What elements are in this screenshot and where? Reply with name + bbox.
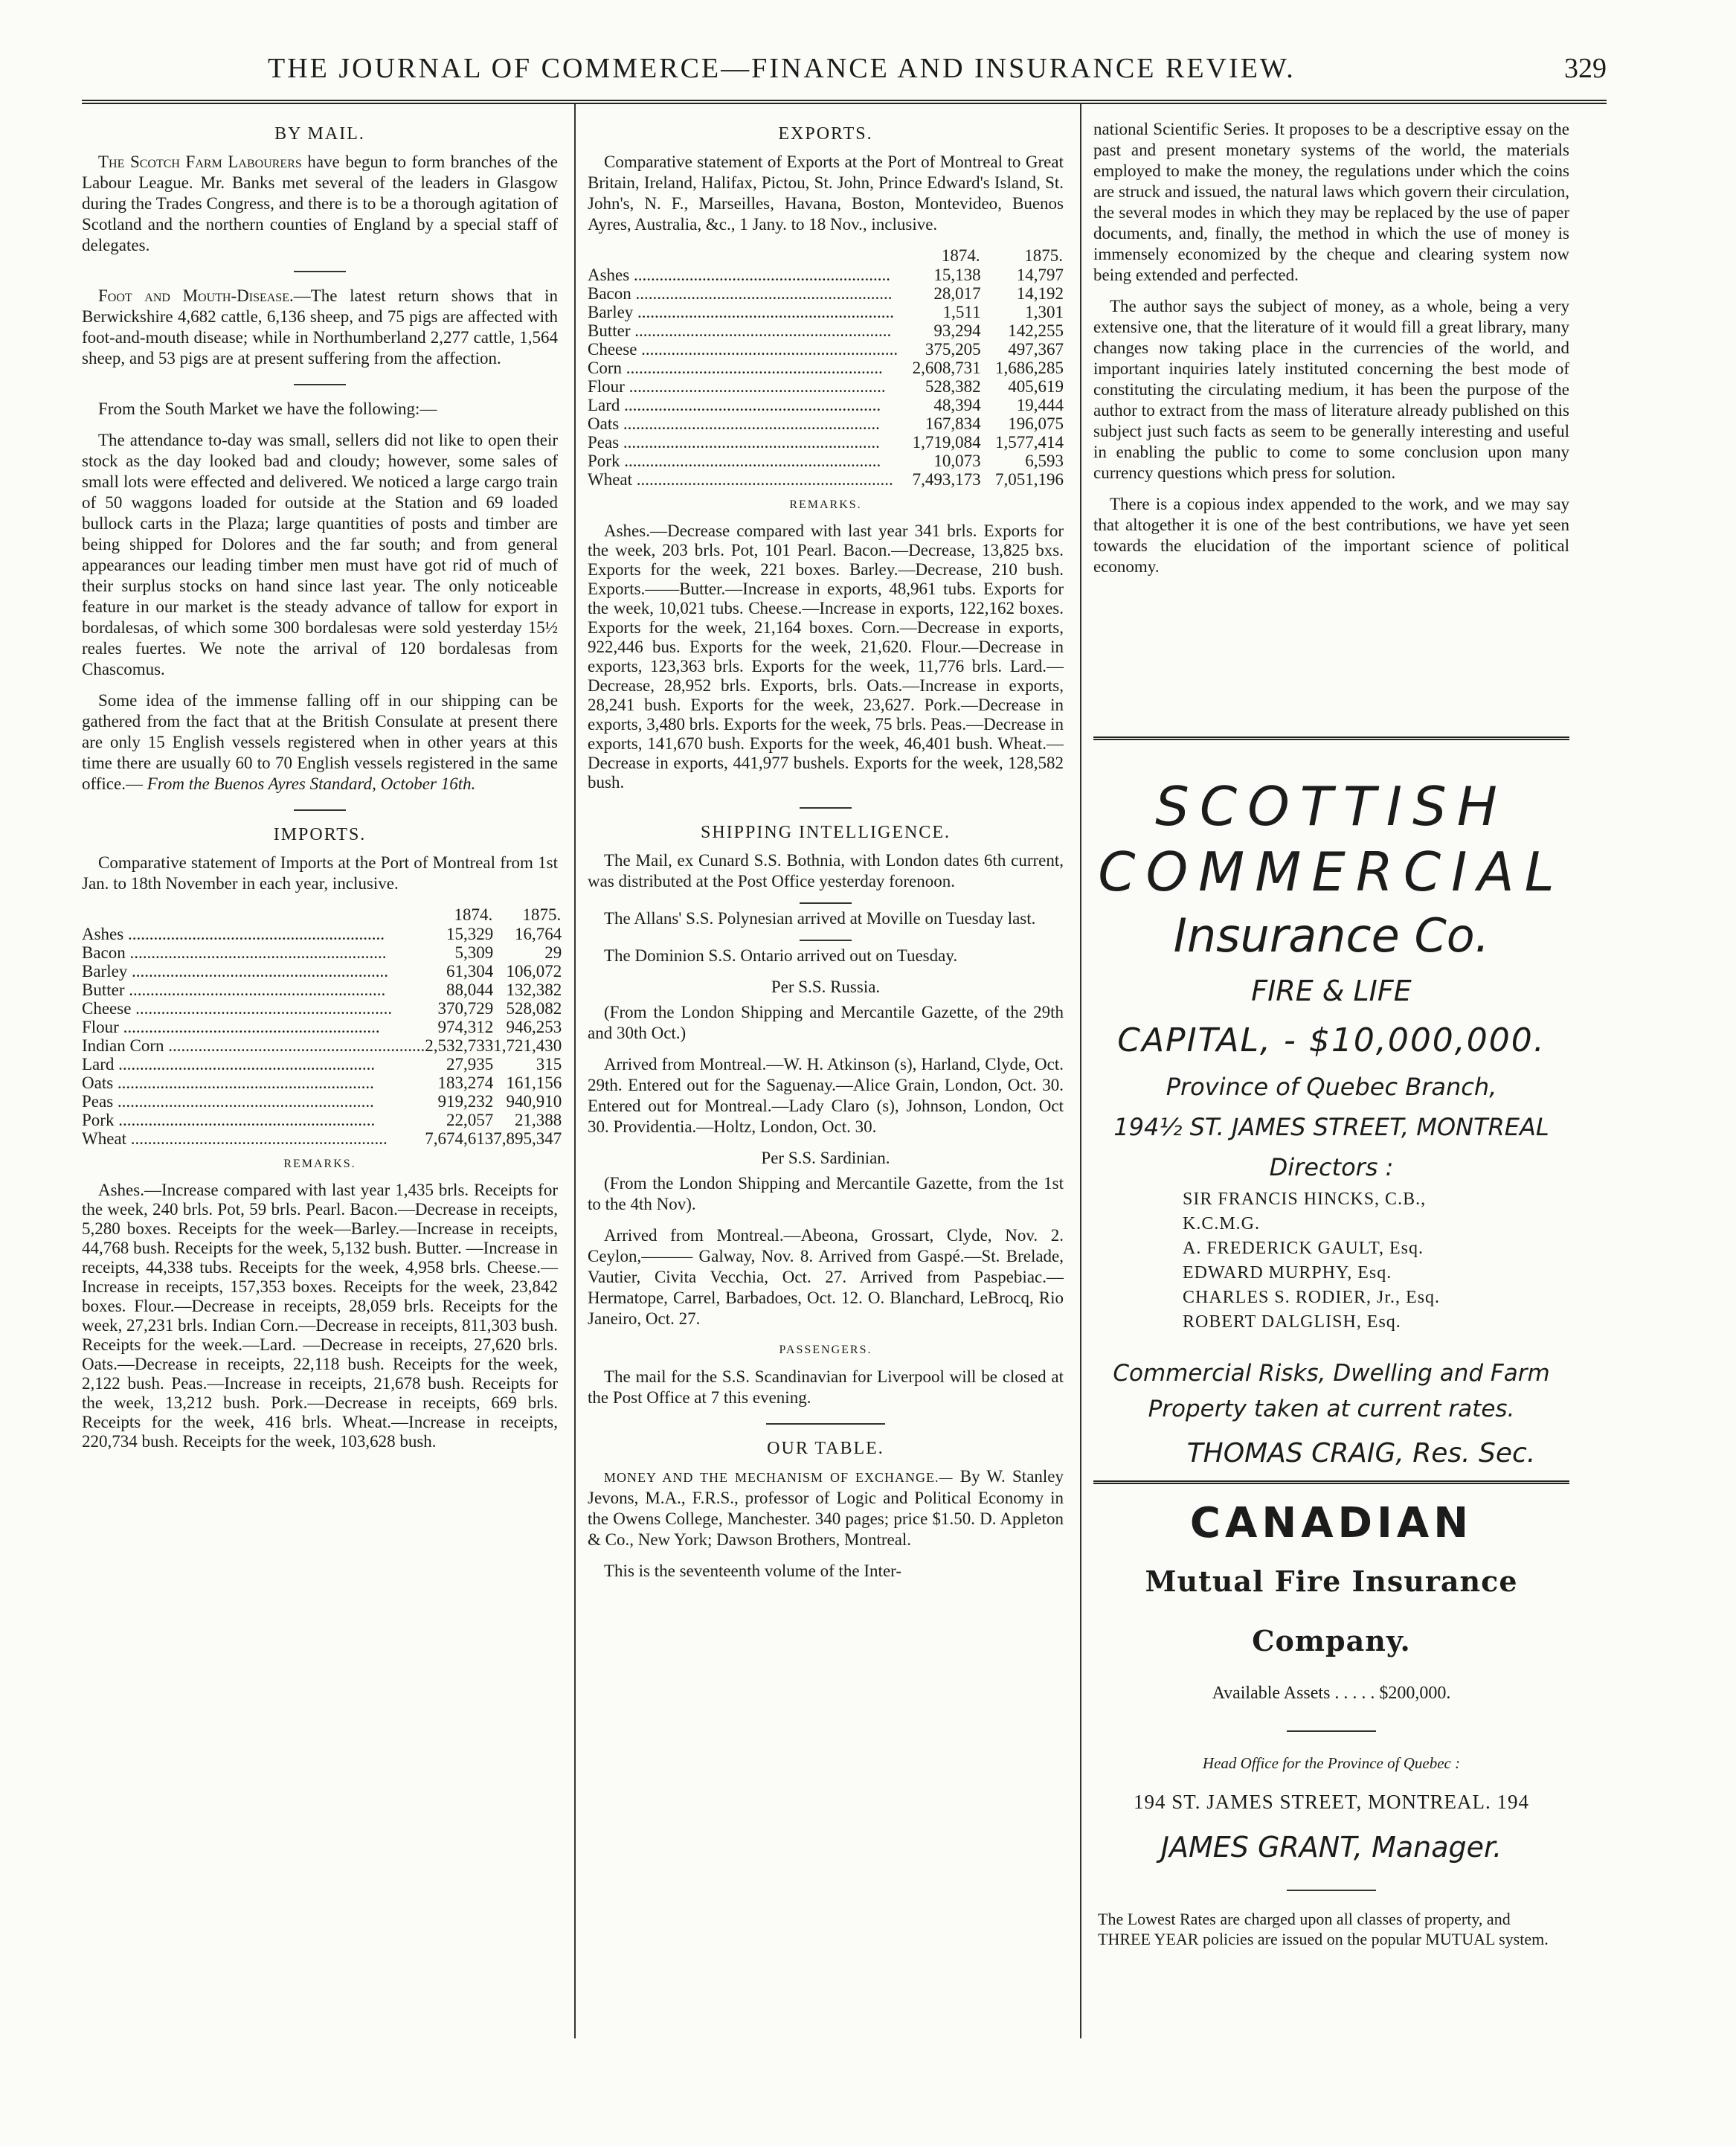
exports-table-row: [588, 396, 1064, 414]
separator: [766, 1423, 885, 1425]
exports-table-row: [588, 414, 1064, 433]
exports-table-value-1874: 48,394: [933, 396, 981, 414]
imports-table-value-1874: 61,304: [446, 962, 494, 981]
imports-heading: IMPORTS.: [273, 825, 367, 844]
imports-table-commodity: Barley ............................................................: [82, 962, 389, 981]
ad-capital: CAPITAL, - $10,000,000.: [1117, 1021, 1546, 1059]
book-review-intro: MONEY AND THE MECHANISM OF EXCHANGE.— By W. Stanley Jevons, M.A., F.R.S., professor of Logic and Political Economy in the Owens College, Manchester. 340 pages; price $1.50. D. Appleton & Co., New York; Dawson Brothers, Montreal.: [588, 1467, 1064, 1549]
review-paragraph-3: There is a copious index appended to the work, and we may say that altogether it is one of the best contributions, we have yet seen towards the elucidation of the important science of political economy.: [1093, 495, 1569, 576]
imports-table-commodity: Pork ............................................................: [82, 1111, 376, 1129]
imports-remarks-label: REMARKS.: [283, 1158, 356, 1170]
ad-director: SIR FRANCIS HINCKS, C.B., K.C.M.G.: [1183, 1190, 1427, 1233]
passengers-label: PASSENGERS.: [779, 1344, 872, 1356]
ad-secretary: THOMAS CRAIG, Res. Sec.: [1186, 1438, 1536, 1469]
separator: [294, 809, 346, 811]
review-paragraph-2: The author says the subject of money, as a whole, being a very extensive one, that the literature of it would fill a great library, many changes now taking place in the currencies of the world, and important inquiries lately instituted concerning the best mode of constituting the circulating medium, it has been the purpose of the author to extract from the mass of literature already published on this subject just such facts as seem to be generally interesting and useful in enabling the public to come to some conclusion upon many currency questions which press for solution.: [1093, 297, 1569, 482]
imports-table-commodity: Oats ............................................................: [82, 1074, 374, 1092]
ad-risks-line2: Property taken at current rates.: [1148, 1396, 1515, 1422]
sardinian-text: Arrived from Montreal.—Abeona, Grossart, Clyde, Nov. 2. Ceylon,——— Galway, Nov. 8. Arrived from Gaspé.—St. Brelade, Vautier, Civita Vecchia, Oct. 27. Arrived from Paspebiac.—Hermatope, Carrel, Barbadoes, Oct. 12. O. Blanchard, LeBrocq, Rio Janeiro, Oct. 27.: [588, 1226, 1064, 1328]
exports-remarks: Ashes.—Decrease compared with last year 341 brls. Exports for the week, 203 brls. Pot, 101 Pearl. Bacon.—Decrease, 13,825 bxs. Exports for the week, 221 boxes. Barley.—Decrease, 210 bush. Exports.——Butter.—Increase in exports, 48,961 tubs. Exports for the week, 10,021 tubs. Cheese.—Increase in exports, 122,162 boxes. Exports for the week, 21,164 boxes. Corn.—Decrease in exports, 922,446 bus. Exports for the week, 21,620. Flour.—Decrease in exports, 123,363 brls. Exports for the week, 11,776 brls. Lard.—Decrease, 28,952 brls. Exports, brls. Oats.—Increase in exports, 28,241 bush. Exports for the week, 23,627. Pork.—Decrease in exports, 3,480 brls. Exports for the week, 75 brls. Peas.—Decrease in exports, 141,670 bush. Exports for the week, 46,401 bush. Wheat.—Decrease in exports, 441,977 bushels. Exports for the week, 128,582 bush.: [588, 521, 1064, 792]
exports-table-value-1874: 10,073: [933, 452, 981, 470]
scottish-commercial-ad: [1093, 774, 1569, 1480]
exports-table-commodity: Bacon ............................................................: [588, 284, 893, 303]
imports-table-row: [82, 1036, 562, 1055]
exports-table-row: [588, 433, 1064, 452]
imports-table-value-1875: 161,156: [506, 1074, 562, 1092]
book-review-cont: This is the seventeenth volume of the Inter-: [604, 1562, 902, 1580]
imports-table-value-1874: 919,232: [437, 1092, 494, 1111]
exports-table-row: [588, 284, 1064, 303]
exports-table-commodity: Flour ............................................................: [588, 377, 886, 396]
exports-table-value-1875: 1,301: [1025, 303, 1064, 321]
ad-address: 194½ ST. JAMES STREET, MONTREAL: [1113, 1113, 1549, 1141]
ad-director: CHARLES S. RODIER, Jr., Esq.: [1183, 1288, 1441, 1307]
exports-table-row: [588, 340, 1064, 359]
imports-remarks: Ashes.—Increase compared with last year 1,435 brls. Receipts for the week, 240 brls. Pot, 59 brls. Pearl. Bacon.—Decrease in receipts, 5,280 boxes. Receipts for the week—Barley.—Increase in receipts, 44,768 bush. Receipts for the week, 5,132 bush. Butter. —Increase in receipts, 44,338 tubs. Receipts for the week, 4,958 brls. Cheese.—Increase in receipts, 157,353 boxes. Receipts for the week, 23,842 boxes. Flour.—Decrease in receipts, 28,059 brls. Receipts for the week, 27,231 brls. Indian Corn.—Decrease in receipts, 811,303 bush. Receipts for the week.—Lard. —Decrease in receipts, 27,620 brls. Oats.—Decrease in receipts, 22,118 bush. Receipts for the week, 2,122 bush. Peas.—Increase in receipts, 21,678 bush. Receipts for the week, 13,212 bush. Pork.—Decrease in receipts, 669 brls. Receipts for the week, 416 brls. Wheat.—Increase in receipts, 220,734 bush. Receipts for the week, 103,628 bush.: [82, 1181, 558, 1451]
journal-title: THE JOURNAL OF COMMERCE—FINANCE AND INSURANCE REVIEW.: [268, 53, 1296, 84]
ad-directors-label: Directors :: [1269, 1153, 1394, 1181]
exports-table-value-1874: 93,294: [933, 321, 981, 340]
imports-table-value-1875: 315: [536, 1055, 562, 1074]
separator: [1287, 1890, 1376, 1891]
exports-table-commodity: Wheat ............................................................: [588, 470, 893, 489]
separator: [800, 902, 852, 904]
imports-table-value-1874: 22,057: [446, 1111, 494, 1129]
separator: [800, 940, 852, 941]
imports-table-commodity: Butter ............................................................: [82, 981, 386, 999]
page-number: 329: [1564, 53, 1607, 84]
exports-table-commodity: Corn ............................................................: [588, 359, 883, 377]
separator: [294, 271, 346, 272]
exports-table-commodity: Oats ............................................................: [588, 414, 880, 433]
imports-table-value-1874: 5,309: [454, 943, 494, 962]
exports-table-row: [588, 470, 1064, 489]
ad-director: ROBERT DALGLISH, Esq.: [1183, 1312, 1401, 1332]
imports-table-value-1874: 974,312: [437, 1018, 494, 1036]
imports-table-value-1875: 21,388: [515, 1111, 562, 1129]
exports-table-commodity: Pork ............................................................: [588, 452, 881, 470]
shipping-ontario: The Dominion S.S. Ontario arrived out on Tuesday.: [604, 946, 958, 965]
imports-table-row: [82, 1055, 562, 1074]
exports-table-value-1874: 1,719,084: [912, 433, 981, 452]
ad-canadian-name: CANADIAN: [1189, 1499, 1473, 1547]
shipping-bothnia: The Mail, ex Cunard S.S. Bothnia, with London dates 6th current, was distributed at the Post Office yesterday forenoon.: [588, 851, 1064, 890]
exports-table-row: [588, 266, 1064, 284]
exports-table-row: [588, 359, 1064, 377]
sardinian-heading: Per S.S. Sardinian.: [761, 1149, 890, 1167]
header-rule: [82, 100, 1607, 104]
imports-table-row: [82, 1111, 562, 1129]
imports-table-row: [82, 1018, 562, 1036]
exports-table-value-1874: 7,493,173: [912, 470, 981, 489]
exports-table-value-1874: 375,205: [925, 340, 981, 359]
ad-canadian-company: Mutual Fire Insurance Company.: [1145, 1564, 1518, 1657]
ad-scottish-line1: SCOTTISH: [1155, 775, 1508, 838]
imports-table-value-1875: 106,072: [506, 962, 562, 981]
south-market-report: The attendance to-day was small, sellers did not like to open their stock as the day looked bad and cloudy; however, some sales of small lots were effected and delivered. We noticed a large cargo train of 50 waggons loaded for outside at the Station and 69 loaded bullock carts in the Plaza; large quantities of posts and timber are being shipped for Dolores and the far south; and from general appearances our leading timber men must have got rid of much of their surplus stocks on hand since last year. The only noticeable feature in our market is the steady advance of tallow for export in bordalesas, of which some 300 bordalesas were sold yesterday 15½ reales fuertes. We note the arrival of 120 bordalesas from Chascomus.: [82, 431, 558, 678]
imports-table-row: [82, 1129, 562, 1148]
exports-table-commodity: Butter ............................................................: [588, 321, 892, 340]
imports-table-commodity: Peas ............................................................: [82, 1092, 374, 1111]
exports-table-value-1874: 528,382: [925, 377, 981, 396]
imports-table-value-1874: 7,674,613: [425, 1129, 494, 1148]
labour-league-paragraph: The Scotch Farm Labourers have begun to form branches of the Labour League. Mr. Banks met several of the leaders in Glasgow during the Trades Congress, and there is to be a thorough agitation of Scotland and the northern counties of England by a special staff of delegates.: [82, 153, 558, 254]
exports-table-value-1875: 14,797: [1016, 266, 1064, 284]
imports-table-row: [82, 999, 562, 1018]
separator: [800, 807, 852, 809]
ad-director: A. FREDERICK GAULT, Esq.: [1183, 1239, 1424, 1258]
ad-rule-middle: [1093, 1480, 1569, 1484]
ad-rule-top: [1093, 736, 1569, 740]
imports-table-value-1874: 27,935: [446, 1055, 494, 1074]
column-1: [82, 119, 562, 1462]
separator: [294, 384, 346, 385]
imports-table-row: [82, 925, 562, 943]
exports-heading: EXPORTS.: [778, 124, 873, 144]
exports-table-commodity: Ashes ............................................................: [588, 266, 890, 284]
shipping-falling-off: Some idea of the immense falling off in our shipping can be gathered from the fact that at the British Consulate at present there are only 15 English vessels registered when in other years at this time there are usually 60 to 70 English vessels registered in the same office.— From the Buenos Ayres Standard, October 16th.: [82, 691, 558, 793]
imports-table-commodity: Cheese ............................................................: [82, 999, 393, 1018]
exports-table-value-1875: 6,593: [1025, 452, 1064, 470]
ad-risks-line1: Commercial Risks, Dwelling and Farm: [1113, 1360, 1550, 1387]
shipping-polynesian: The Allans' S.S. Polynesian arrived at Moville on Tuesday last.: [604, 909, 1036, 928]
ad-canadian-assets: Available Assets . . . . . $200,000.: [1212, 1684, 1451, 1703]
exports-table-value-1875: 14,192: [1016, 284, 1064, 303]
exports-table-value-1874: 15,138: [933, 266, 981, 284]
imports-table-value-1875: 1,721,430: [493, 1036, 562, 1055]
ad-scottish-line2: COMMERCIAL: [1098, 841, 1565, 903]
imports-table-value-1875: 7,895,347: [493, 1129, 562, 1148]
column-rule-1: [574, 104, 576, 2038]
passengers-text: The mail for the S.S. Scandinavian for Liverpool will be closed at the Post Office at 7 this evening.: [588, 1367, 1064, 1407]
exports-table-value-1875: 1,577,414: [995, 433, 1064, 452]
column-3: [1093, 119, 1569, 588]
exports-table-row: [588, 321, 1064, 340]
imports-table-row: [82, 1092, 562, 1111]
imports-table-value-1874: 15,329: [446, 925, 494, 943]
imports-table-value-1875: 946,253: [506, 1018, 562, 1036]
ad-scottish-line3: Insurance Co.: [1173, 908, 1490, 963]
exports-table-row: [588, 377, 1064, 396]
imports-table-value-1875: 16,764: [515, 925, 562, 943]
imports-table-value-1875: 528,082: [506, 999, 562, 1018]
imports-table-value-1874: 370,729: [437, 999, 494, 1018]
exports-remarks-label: REMARKS.: [789, 498, 862, 511]
imports-table-commodity: Lard ............................................................: [82, 1055, 376, 1074]
exports-table-row: [588, 452, 1064, 470]
imports-table-commodity: Ashes ............................................................: [82, 925, 385, 943]
exports-table-value-1874: 28,017: [933, 284, 981, 303]
russia-source: (From the London Shipping and Mercantile Gazette, of the 29th and 30th Oct.): [588, 1003, 1064, 1042]
ad-canadian-manager: JAMES GRANT, Manager.: [1160, 1831, 1502, 1864]
exports-table-value-1875: 497,367: [1008, 340, 1064, 359]
exports-table-value-1875: 405,619: [1008, 377, 1064, 396]
review-paragraph-1: national Scientific Series. It proposes to be a descriptive essay on the past and present monetary systems of the world, the materials employed to make the money, the regulations under which the coins are struck and issued, the natural laws which govern their circulation, the several modes in which they may be replaced by the use of paper documents, and, finally, the method in which the use of money is immensely economized by the cheque and clearing system now being extended and perfected.: [1093, 120, 1569, 284]
column-2: [588, 119, 1064, 1592]
imports-table-commodity: Flour ............................................................: [82, 1018, 380, 1036]
by-mail-heading: BY MAIL.: [274, 124, 365, 144]
ad-canadian-footer: The Lowest Rates are charged upon all classes of property, and THREE YEAR policies are issued on the popular MUTUAL system.: [1098, 1910, 1549, 1948]
ad-canadian-head-office: Head Office for the Province of Quebec :: [1202, 1754, 1461, 1772]
our-table-heading: OUR TABLE.: [767, 1439, 884, 1458]
exports-table-value-1874: 167,834: [925, 414, 981, 433]
imports-table-value-1874: 183,274: [437, 1074, 494, 1092]
exports-table: 1874. 1875. Ashes ............................................................ 15,138 14,797 Bacon ............................................................ 28,017 14,192 Barley ............................................................ 1,511 1,301 Butter ............................................................ 93,294 142,255 Cheese ............................................................ 375,205 497,367 Corn ............................................................ 2,608,731 1,686,285 Flour ............................................................ 528,382 405,619 Lard ............................................................ 48,394 19,444 Oats ............................................................ 167,834 196,075 Peas ............................................................ 1,719,084 1,577,414 Pork ............................................................ 10,073 6,593 Wheat ............................................................ 7,493,173 7,051,196: [588, 246, 1064, 489]
imports-table-value-1874: 2,532,733: [425, 1036, 494, 1055]
ad-canadian-address: 194 ST. JAMES STREET, MONTREAL. 194: [1133, 1791, 1529, 1813]
exports-table-value-1875: 7,051,196: [995, 470, 1064, 489]
shipping-heading: SHIPPING INTELLIGENCE.: [701, 823, 951, 842]
exports-table-commodity: Cheese ............................................................: [588, 340, 898, 359]
exports-table-commodity: Barley ............................................................: [588, 303, 895, 321]
exports-table-value-1875: 19,444: [1016, 396, 1064, 414]
exports-table-row: [588, 303, 1064, 321]
imports-table-row: [82, 981, 562, 999]
exports-intro: Comparative statement of Exports at the Port of Montreal to Great Britain, Ireland, Halifax, Pictou, St. John, Prince Edward's Island, St. John's, N. F., Marseilles, Havana, Boston, Montevideo, Buenos Ayres, Australia, &c., 1 Jany. to 18 Nov., inclusive.: [588, 153, 1064, 234]
russia-text: Arrived from Montreal.—W. H. Atkinson (s), Harland, Clyde, Oct. 29th. Entered out for the Saguenay.—Alice Grain, London, Oct. 30. Entered out for Montreal.—Lady Claro (s), Johnson, London, Oct 30. Providentia.—Holtz, London, Oct. 30.: [588, 1055, 1064, 1136]
exports-table-value-1874: 2,608,731: [912, 359, 981, 377]
imports-table-commodity: Wheat ............................................................: [82, 1129, 388, 1148]
imports-intro: Comparative statement of Imports at the Port of Montreal from 1st Jan. to 18th November in each year, inclusive.: [82, 853, 558, 893]
russia-heading: Per S.S. Russia.: [771, 978, 881, 996]
foot-mouth-paragraph: Foot and Mouth-Disease.—The latest return shows that in Berwickshire 4,682 cattle, 6,136 sheep, and 75 pigs are affected with foot-and-mouth disease; while in Northumberland 2,277 cattle, 1,564 sheep, and 53 pigs are at present suffering from the affection.: [82, 286, 558, 368]
separator: [1287, 1730, 1376, 1732]
imports-table-row: [82, 943, 562, 962]
ad-director: EDWARD MURPHY, Esq.: [1183, 1263, 1392, 1283]
imports-table-row: [82, 1074, 562, 1092]
imports-table-value-1875: 940,910: [506, 1092, 562, 1111]
canadian-mutual-ad: [1093, 1495, 1569, 1949]
imports-table: 1874. 1875. Ashes ............................................................ 15,329 16,764 Bacon ............................................................ 5,309 29 Barley ............................................................ 61,304 106,072 Butter ............................................................ 88,044 132,382 Cheese ............................................................ 370,729 528,082 Flour ............................................................ 974,312 946,253 Indian Corn ............................................................ 2,532,733 1,721,430 Lard ............................................................ 27,935 315 Oats ............................................................ 183,274 161,156 Peas ............................................................ 919,232 940,910 Pork ............................................................ 22,057 21,388 Wheat ............................................................ 7,674,613 7,895,347: [82, 905, 562, 1148]
ad-branch: Province of Quebec Branch,: [1166, 1073, 1497, 1101]
sardinian-source: (From the London Shipping and Mercantile Gazette, from the 1st to the 4th Nov).: [588, 1174, 1064, 1213]
page-header: [82, 52, 1607, 97]
imports-table-value-1875: 29: [544, 943, 562, 962]
exports-table-value-1875: 1,686,285: [995, 359, 1064, 377]
ad-fire-life: FIRE & LIFE: [1251, 975, 1412, 1007]
imports-table-row: [82, 962, 562, 981]
imports-table-value-1874: 88,044: [446, 981, 494, 999]
imports-table-commodity: Bacon ............................................................: [82, 943, 387, 962]
exports-table-value-1875: 196,075: [1008, 414, 1064, 433]
ad-directors-list: [1183, 1187, 1502, 1335]
exports-table-commodity: Peas ............................................................: [588, 433, 880, 452]
exports-table-value-1875: 142,255: [1008, 321, 1064, 340]
south-market-intro: From the South Market we have the following:—: [98, 399, 437, 418]
imports-table-commodity: Indian Corn ............................................................: [82, 1036, 425, 1055]
exports-table-commodity: Lard ............................................................: [588, 396, 881, 414]
imports-table-value-1875: 132,382: [506, 981, 562, 999]
exports-table-value-1874: 1,511: [942, 303, 981, 321]
column-rule-2: [1080, 104, 1081, 2038]
